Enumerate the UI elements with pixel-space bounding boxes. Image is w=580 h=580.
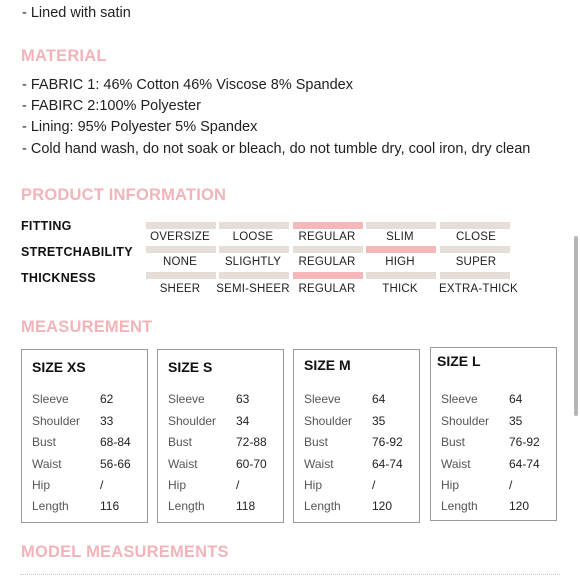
size-card-m [293, 349, 420, 523]
fitting-option: LOOSE [232, 231, 274, 243]
product-info-title: PRODUCT INFORMATION [21, 186, 227, 204]
field-value: / [100, 478, 104, 492]
field-value: 64-74 [372, 457, 403, 471]
thickness-bar-2 [293, 272, 363, 279]
divider [20, 574, 560, 575]
stretchability-bar-4 [440, 246, 510, 253]
field-label: Hip [441, 478, 460, 492]
field-label: Length [168, 499, 205, 513]
thickness-label: THICKNESS [21, 271, 96, 285]
field-label: Hip [168, 478, 187, 492]
field-label: Waist [304, 457, 334, 471]
stretchability-option: SUPER [455, 256, 497, 268]
material-line-3: - Lining: 95% Polyester 5% Spandex [22, 119, 258, 135]
fitting-bar-0 [146, 222, 216, 229]
field-value: 63 [236, 392, 250, 406]
field-value: 118 [236, 499, 256, 513]
fitting-bar-4 [440, 222, 510, 229]
size-card-xs [21, 349, 148, 523]
field-label: Bust [304, 435, 329, 449]
material-line-2: - FABIRC 2:100% Polyester [22, 98, 201, 114]
field-value: 64 [372, 392, 386, 406]
thickness-option: REGULAR [298, 283, 356, 295]
field-label: Shoulder [168, 414, 217, 428]
thickness-bar-4 [440, 272, 510, 279]
thickness-option: SEMI-SHEER [216, 283, 290, 295]
field-label: Bust [32, 435, 57, 449]
fitting-option: REGULAR [298, 231, 356, 243]
size-card-l [430, 347, 557, 521]
stretchability-option: REGULAR [298, 256, 356, 268]
field-label: Shoulder [32, 414, 81, 428]
field-label: Waist [32, 457, 62, 471]
field-label: Length [441, 499, 478, 513]
thickness-bar-1 [219, 272, 289, 279]
field-label: Shoulder [304, 414, 353, 428]
field-label: Sleeve [32, 392, 69, 406]
field-label: Sleeve [441, 392, 478, 406]
stretchability-bar-2 [293, 246, 363, 253]
field-label: Shoulder [441, 414, 490, 428]
field-value: 76-92 [509, 435, 540, 449]
fitting-option: OVERSIZE [150, 231, 210, 243]
field-value: 56-66 [100, 457, 131, 471]
field-label: Waist [168, 457, 198, 471]
stretchability-option: SLIGHTLY [224, 256, 282, 268]
fitting-option: CLOSE [456, 231, 496, 243]
size-name: SIZE M [304, 357, 351, 373]
field-value: 120 [509, 499, 530, 513]
field-label: Length [32, 499, 69, 513]
size-name: SIZE XS [32, 359, 86, 375]
field-label: Length [304, 499, 341, 513]
stretchability-bar-3 [366, 246, 436, 253]
field-label: Sleeve [304, 392, 341, 406]
field-value: 35 [372, 414, 386, 428]
field-value: 116 [100, 499, 120, 513]
material-line-1: - FABRIC 1: 46% Cotton 46% Viscose 8% Spandex [22, 77, 353, 93]
field-label: Waist [441, 457, 471, 471]
field-label: Bust [168, 435, 193, 449]
field-value: 68-84 [100, 435, 131, 449]
stretchability-bar-0 [146, 246, 216, 253]
field-label: Sleeve [168, 392, 205, 406]
fitting-bar-1 [219, 222, 289, 229]
fitting-option: SLIM [386, 231, 414, 243]
field-value: 62 [100, 392, 114, 406]
thickness-bar-0 [146, 272, 216, 279]
stretchability-option: HIGH [385, 256, 415, 268]
field-value: / [236, 478, 240, 492]
lining-note: - Lined with satin [22, 5, 131, 21]
stretchability-bar-1 [219, 246, 289, 253]
field-value: 120 [372, 499, 393, 513]
fitting-label: FITTING [21, 219, 72, 233]
field-value: / [509, 478, 513, 492]
field-label: Hip [32, 478, 51, 492]
field-value: 72-88 [236, 435, 267, 449]
field-value: 60-70 [236, 457, 267, 471]
field-value: 33 [100, 414, 114, 428]
field-value: / [372, 478, 376, 492]
size-name: SIZE S [168, 359, 213, 375]
thickness-option: THICK [382, 283, 418, 295]
scrollbar-thumb[interactable] [574, 236, 578, 416]
thickness-option: SHEER [159, 283, 201, 295]
field-value: 64-74 [509, 457, 540, 471]
care-instructions: - Cold hand wash, do not soak or bleach, do not tumble dry, cool iron, dry clean [22, 141, 531, 157]
field-value: 76-92 [372, 435, 403, 449]
stretchability-option: NONE [162, 256, 198, 268]
fitting-bar-2 [293, 222, 363, 229]
size-name: SIZE L [437, 353, 481, 369]
size-card-s [157, 349, 284, 523]
measurement-title: MEASUREMENT [21, 318, 153, 336]
stretchability-label: STRETCHABILITY [21, 245, 133, 259]
thickness-option: EXTRA-THICK [439, 283, 518, 295]
field-value: 64 [509, 392, 523, 406]
field-value: 35 [509, 414, 523, 428]
fitting-bar-3 [366, 222, 436, 229]
field-label: Hip [304, 478, 323, 492]
model-measurements-title: MODEL MEASUREMENTS [21, 543, 229, 561]
field-value: 34 [236, 414, 250, 428]
thickness-bar-3 [366, 272, 436, 279]
field-label: Bust [441, 435, 466, 449]
material-title: MATERIAL [21, 47, 107, 65]
